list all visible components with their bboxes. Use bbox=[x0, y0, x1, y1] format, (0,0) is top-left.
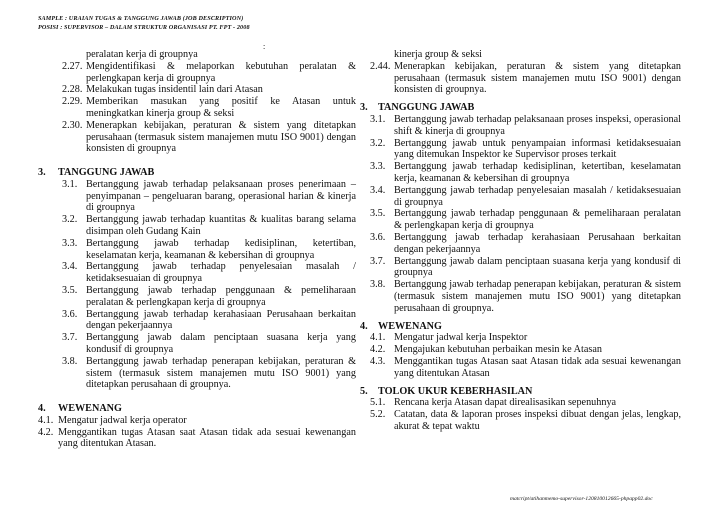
section-heading-tolok-ukur: 5. TOLOK UKUR KEBERHASILAN bbox=[360, 385, 533, 397]
list-item: 4.2. Mengajukan kebutuhan perbaikan mesin ke Atasan bbox=[370, 344, 602, 356]
list-item: 2.28. Melakukan tugas insidentil lain dari Atasan bbox=[62, 84, 263, 96]
list-item: 5.2. Catatan, data & laporan proses inspeksi dibuat dengan jelas, lengkap, akurat & tepat waktu bbox=[370, 409, 681, 432]
section-heading-tanggung-jawab: 3. TANGGUNG JAWAB bbox=[38, 166, 155, 178]
list-4-items bbox=[38, 415, 356, 450]
list-item: 3.7. Bertanggung jawab dalam penciptaan suasana kerja yang kondusif di groupnya bbox=[370, 255, 681, 279]
list-3-items bbox=[38, 179, 356, 391]
list-item: 3.3. Bertanggung jawab terhadap kedisiplinan, ketertiban, keselamatan kerja, keamanan & kebersihan di groupnya bbox=[370, 161, 681, 184]
list-item: 3.6. Bertanggung jawab terhadap kerahasiaan Perusahaan berkaitan dengan pekerjaannya bbox=[62, 308, 356, 332]
list-item: 2.29. Memberikan masukan yang positif ke Atasan untuk meningkatkan kinerja group & seksi bbox=[62, 96, 356, 119]
section-heading-wewenang: 4. WEWENANG bbox=[360, 320, 442, 332]
list-item: 3.7. Bertanggung jawab dalam penciptaan suasana kerja yang kondusif di groupnya bbox=[62, 332, 356, 355]
list-2-items bbox=[38, 61, 356, 155]
section-heading-wewenang: 4. WEWENANG bbox=[38, 402, 122, 414]
right-column bbox=[360, 49, 681, 433]
list-item: 4.1. Mengatur jadwal kerja Inspektor bbox=[370, 332, 528, 344]
list-item: 3.5. Bertanggung jawab terhadap penggunaan & pemeliharaan peralatan & perlengkapan kerja di groupnya bbox=[370, 208, 681, 232]
continued-line: kinerja group & seksi bbox=[394, 49, 482, 60]
list-3-items bbox=[360, 114, 681, 315]
list-5-items bbox=[360, 397, 681, 432]
section-heading-tanggung-jawab: 3. TANGGUNG JAWAB bbox=[360, 102, 475, 114]
list-item: 3.1. Bertanggung jawab terhadap pelaksanaan proses penerimaan – penyimpanan – pengeluaran barang, operasional harian & kinerja di groupnya bbox=[62, 178, 356, 214]
continued-line: peralatan kerja di groupnya bbox=[86, 49, 198, 60]
document-header-sample: SAMPLE : URAIAN TUGAS & TANGGUNG JAWAB (JOB DESCRIPTION) bbox=[38, 15, 244, 22]
list-item: 3.8. Bertanggung jawab terhadap penerapan kebijakan, peraturan & sistem (termasuk sistem manajemen mutu ISO 9001) yang ditetapkan perusahaan di groupnya. bbox=[370, 279, 681, 314]
list-item: 2.27. Mengidentifikasi & melaporkan kebutuhan peralatan & perlengkapan kerja di groupnya bbox=[62, 60, 356, 84]
list-item: 3.8. Bertanggung jawab terhadap penerapan kebijakan, peraturan & sistem (termasuk sistem manajemen mutu ISO 9001) yang ditetapkan perusahaan di groupnya. bbox=[62, 355, 356, 391]
list-item: 3.4. Bertanggung jawab terhadap penyelesaian masalah / ketidaksesuaian di groupnya bbox=[62, 261, 356, 285]
list-item: 3.2. Bertanggung jawab untuk penyampaian informasi ketidaksesuaian yang ditemukan Inspektor ke Supervisor proses terkait bbox=[370, 137, 681, 161]
list-item: 3.1. Bertanggung jawab terhadap pelaksanaan proses inspeksi, operasional shift & kinerja di groupnya bbox=[370, 113, 681, 137]
list-item: 3.5. Bertanggung jawab terhadap penggunaan & pemeliharaan peralatan & perlengkapan kerja di groupnya bbox=[62, 284, 356, 308]
list-item: 3.3. Bertanggung jawab terhadap kedisiplinan, ketertiban, keselamatan kerja, keamanan & kebersihan di groupnya bbox=[62, 237, 356, 261]
list-item: 3.6. Bertanggung jawab terhadap kerahasiaan Perusahaan berkaitan dengan pekerjaannya bbox=[370, 231, 681, 255]
list-item: 4.2. Menggantikan tugas Atasan saat Atasan tidak ada sesuai kewenangan yang ditentukan Atasan. bbox=[38, 426, 356, 450]
document-footer-filename: matcript/atihanmemo-supervisor-120810012665-phpapp02.doc bbox=[510, 496, 653, 502]
list-item: 2.30. Menerapkan kebijakan, peraturan & sistem yang ditetapkan perusahaan (termasuk sistem manajemen mutu ISO 9001) dengan konsisten di groupnya bbox=[62, 119, 356, 155]
list-item: 3.4. Bertanggung jawab terhadap penyelesaian masalah / ketidaksesuaian di groupnya bbox=[370, 184, 681, 208]
list-item: 3.2. Bertanggung jawab terhadap kuantitas & kualitas barang selama disimpan oleh Gudang Kain bbox=[62, 214, 356, 237]
list-4-items bbox=[360, 332, 681, 379]
list-item: 4.1. Mengatur jadwal kerja operator bbox=[38, 414, 187, 426]
list-item: 2.44. Menerapkan kebijakan, peraturan & sistem yang ditetapkan perusahaan (termasuk sistem manajemen mutu ISO 9001) dengan konsisten di groupnya. bbox=[370, 60, 681, 96]
document-header-position: POSISI : SUPERVISOR – DALAM STRUKTUR ORGANISASI PT. FPT - 2008 bbox=[38, 24, 250, 31]
left-column bbox=[38, 49, 356, 450]
list-item: 5.1. Rencana kerja Atasan dapat direalisasikan sepenuhnya bbox=[370, 397, 617, 409]
header-colon: : bbox=[263, 42, 266, 51]
list-item: 4.3. Menggantikan tugas Atasan saat Atasan tidak ada sesuai kewenangan yang ditentukan Atasan bbox=[370, 355, 681, 379]
